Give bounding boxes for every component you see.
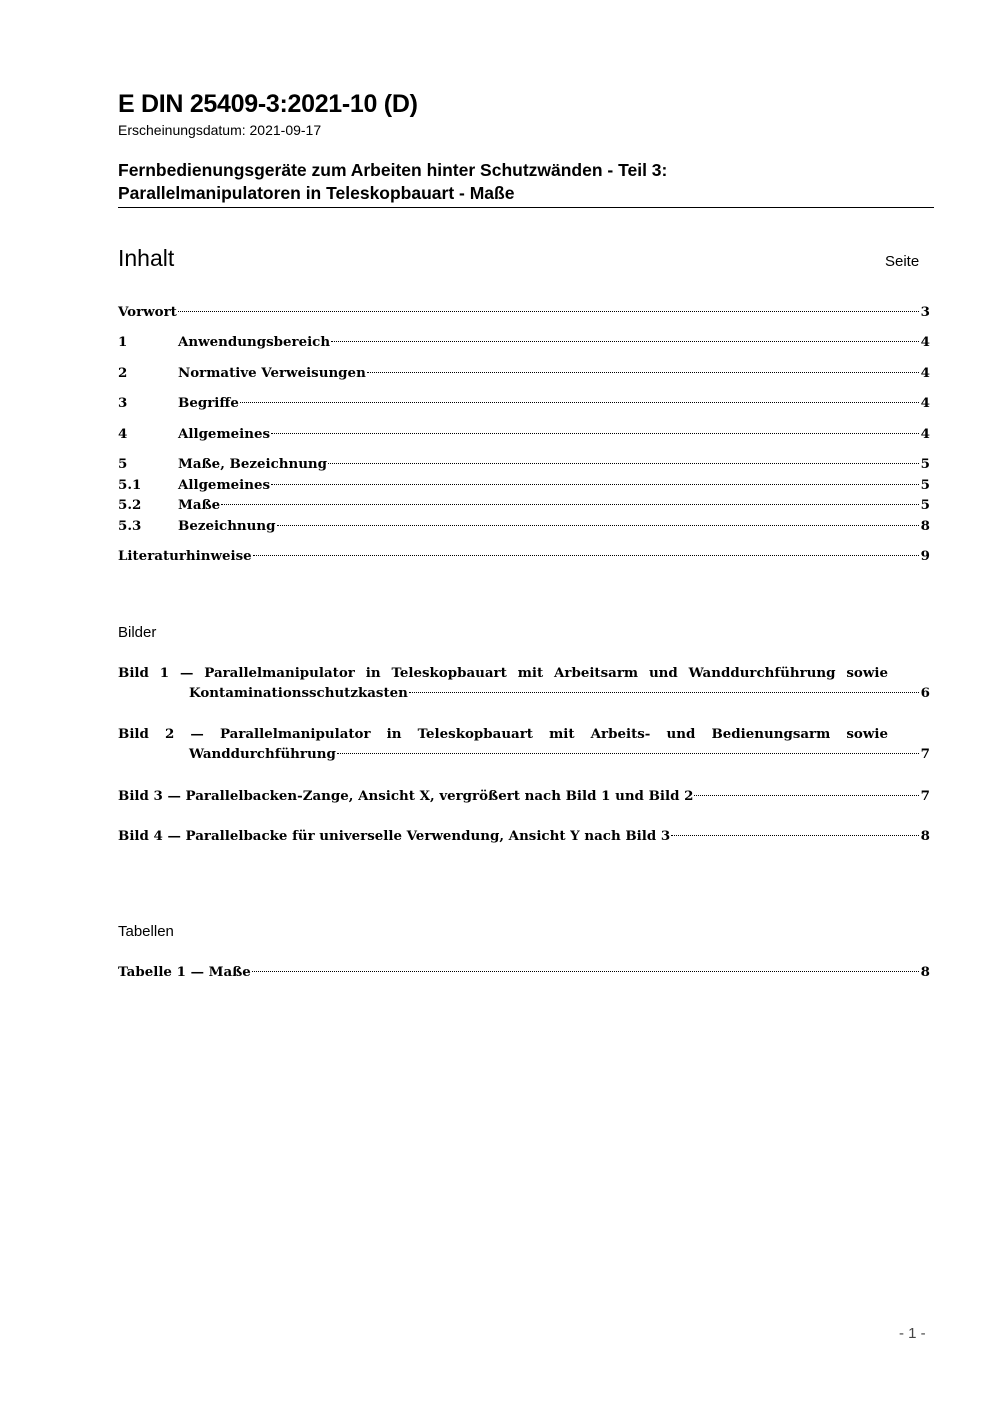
toc-entry-number: 2 <box>118 365 128 381</box>
toc-leader <box>178 311 919 312</box>
page-column-label: Seite <box>885 253 920 270</box>
toc-entry-page: 4 <box>920 426 930 442</box>
toc-entry-title: Begriffe <box>178 395 239 411</box>
toc-entry-number: 5 <box>118 456 128 472</box>
toc-leader <box>409 692 919 693</box>
document-title-line-1: Fernbedienungsgeräte zum Arbeiten hinter Schutzwänden - Teil 3: <box>118 160 668 180</box>
figure-entry-title: Bild 2 — Parallelmanipulator in Teleskopbauart mit Arbeits- und Bedienungsarm sowie <box>118 726 888 742</box>
toc-entry-page: 5 <box>920 497 930 513</box>
toc-entry-5-3[interactable] <box>118 516 930 536</box>
toc-leader <box>271 433 919 434</box>
figure-entry-3[interactable] <box>118 786 930 806</box>
toc-entry-title: Maße <box>178 497 221 513</box>
toc-entry-title: Maße, Bezeichnung <box>178 456 328 472</box>
toc-entry-3[interactable] <box>118 393 930 413</box>
toc-leader <box>367 372 919 373</box>
figure-entry-4[interactable] <box>118 826 930 846</box>
toc-entry-page: 4 <box>920 365 930 381</box>
toc-entry-4[interactable] <box>118 424 930 444</box>
toc-entry-number: 5.2 <box>118 497 142 513</box>
document-title-line-2: Parallelmanipulatoren in Teleskopbauart - Maße <box>118 183 515 203</box>
figure-entry-page: 8 <box>920 828 930 844</box>
figure-entry-page: 7 <box>920 746 930 762</box>
toc-entry-number: 3 <box>118 395 128 411</box>
toc-leader <box>277 525 919 526</box>
toc-entry-number: 5.3 <box>118 518 142 534</box>
figure-entry-title: Bild 3 — Parallelbacken-Zange, Ansicht X, vergrößert nach Bild 1 und Bild 2 <box>118 788 694 804</box>
figure-entry-2[interactable] <box>118 724 930 764</box>
contents-heading: Inhalt <box>118 245 175 271</box>
toc-entry-number: 1 <box>118 334 128 350</box>
publication-date: Erscheinungsdatum: 2021-09-17 <box>118 122 322 138</box>
toc-entry-2[interactable] <box>118 363 930 383</box>
toc-entry-page: 4 <box>920 334 930 350</box>
toc-entry-5[interactable] <box>118 454 930 474</box>
toc-entry-page: 5 <box>920 456 930 472</box>
toc-entry-page: 9 <box>920 548 930 564</box>
figure-entry-page: 6 <box>920 685 930 701</box>
figure-entry-title-continued: Wanddurchführung <box>189 746 336 762</box>
toc-entry-title: Allgemeines <box>178 426 271 442</box>
document-title <box>118 159 934 208</box>
toc-leader <box>337 753 919 754</box>
toc-entry-title: Normative Verweisungen <box>178 365 366 381</box>
figures-label: Bilder <box>118 624 157 641</box>
toc-leader <box>240 402 919 403</box>
tables-label: Tabellen <box>118 923 174 940</box>
document-id: E DIN 25409-3:2021-10 (D) <box>118 90 418 118</box>
toc-entry-bibliography[interactable] <box>118 546 930 566</box>
toc-entry-number: 5.1 <box>118 477 142 493</box>
page-number: - 1 - <box>899 1325 926 1342</box>
toc-entry-page: 4 <box>920 395 930 411</box>
table-entry-title: Tabelle 1 — Maße <box>118 964 251 980</box>
figure-entry-title: Bild 4 — Parallelbacke für universelle Verwendung, Ansicht Y nach Bild 3 <box>118 828 671 844</box>
figure-entry-title-continued: Kontaminationsschutzkasten <box>189 685 408 701</box>
toc-leader <box>221 504 919 505</box>
table-entry-page: 8 <box>920 964 930 980</box>
table-entry-1[interactable] <box>118 962 930 982</box>
toc-leader <box>331 341 919 342</box>
toc-entry-title: Bezeichnung <box>178 518 276 534</box>
toc-entry-title: Allgemeines <box>178 477 271 493</box>
toc-leader <box>671 835 919 836</box>
toc-entry-number: 4 <box>118 426 128 442</box>
toc-entry-5-1[interactable] <box>118 475 930 495</box>
toc-entry-1[interactable] <box>118 332 930 352</box>
toc-entry-page: 5 <box>920 477 930 493</box>
toc-entry-page: 8 <box>920 518 930 534</box>
toc-entry-title: Vorwort <box>118 304 177 320</box>
figure-entry-page: 7 <box>920 788 930 804</box>
toc-entry-page: 3 <box>920 304 930 320</box>
figure-entry-title: Bild 1 — Parallelmanipulator in Teleskopbauart mit Arbeitsarm und Wanddurchführung sowie <box>118 665 888 681</box>
toc-entry-title: Anwendungsbereich <box>178 334 331 350</box>
toc-entry-5-2[interactable] <box>118 495 930 515</box>
toc-leader <box>252 971 919 972</box>
toc-entry-foreword[interactable] <box>118 302 930 322</box>
toc-leader <box>694 795 919 796</box>
toc-leader <box>271 484 919 485</box>
toc-leader <box>328 463 919 464</box>
toc-entry-title: Literaturhinweise <box>118 548 252 564</box>
toc-leader <box>253 555 919 556</box>
figure-entry-1[interactable] <box>118 663 930 703</box>
